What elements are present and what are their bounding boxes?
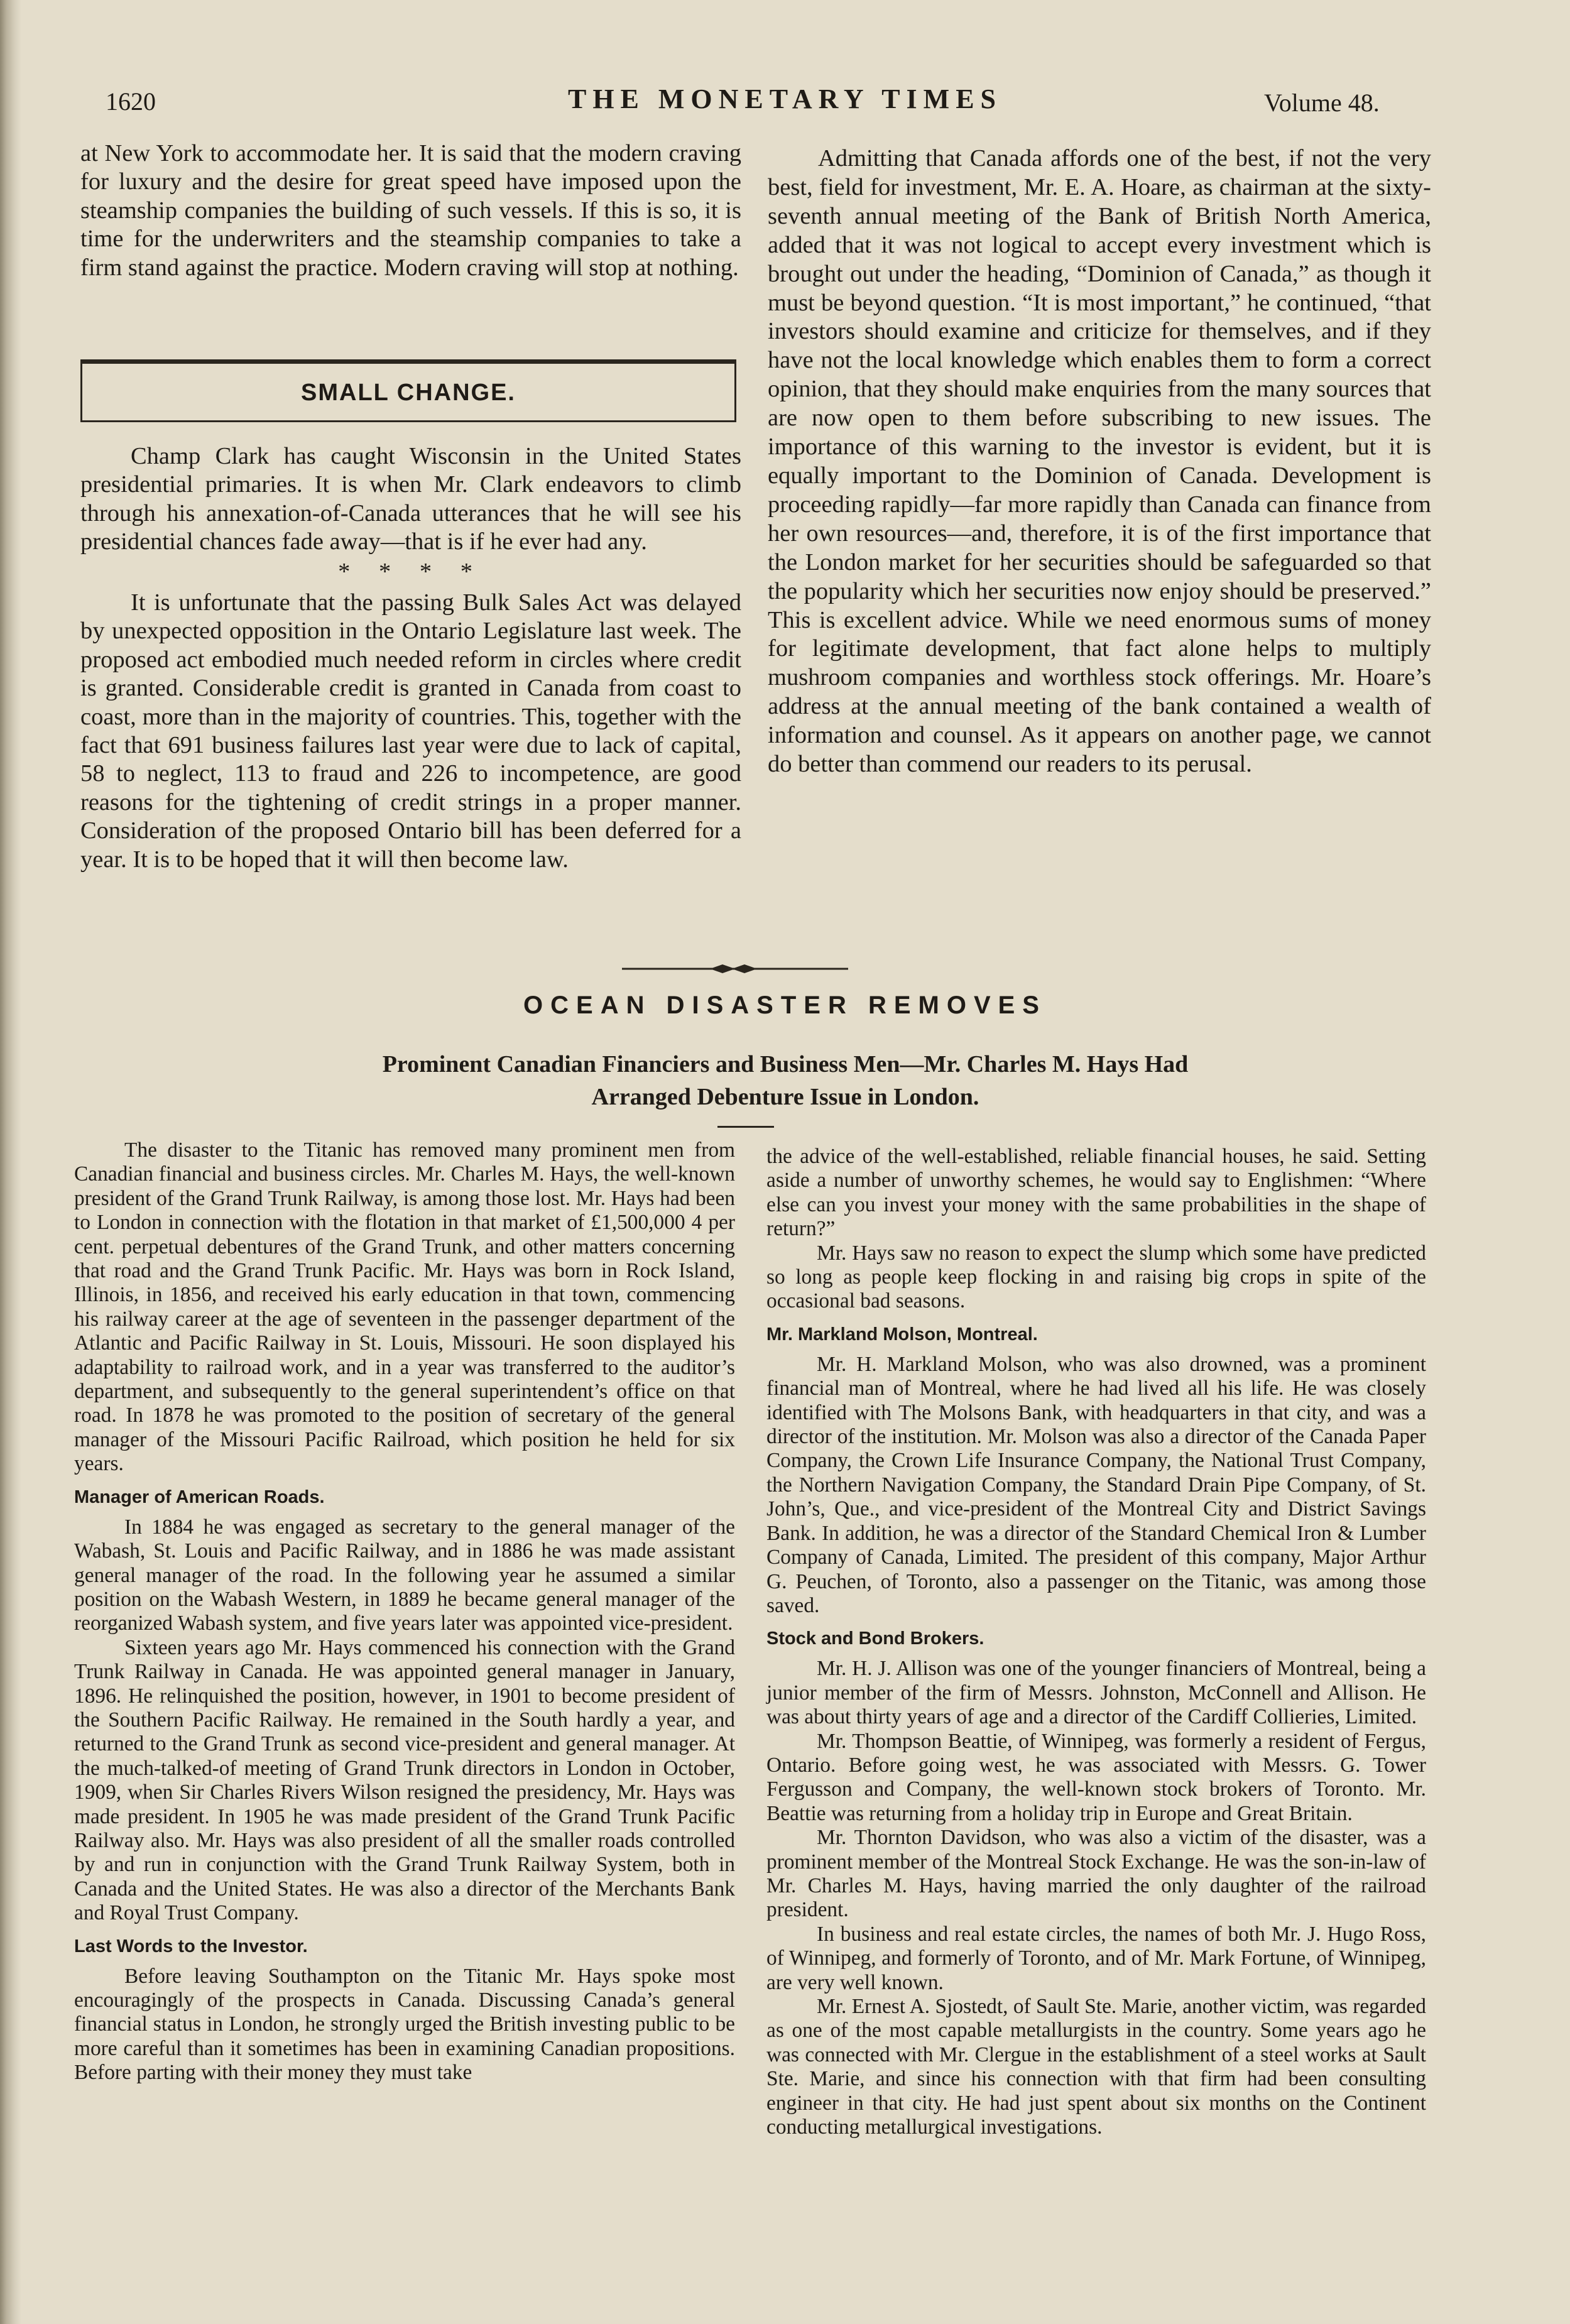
journal-title: THE MONETARY TIMES xyxy=(567,84,1003,114)
deck-line: Arranged Debenture Issue in London. xyxy=(591,1084,979,1110)
subheading: Last Words to the Investor. xyxy=(74,1936,308,1956)
small-change-body xyxy=(80,442,741,874)
article-paragraph: Mr. H. J. Allison was one of the younger financiers of Montreal, being a junior member of the firm of Messrs. Johnston, McConnell and Allison. He was about thirty years of age and a director of the Cardiff Collieries, Limited. xyxy=(766,1657,1426,1729)
ornament-divider xyxy=(622,960,848,978)
subheading: Stock and Bond Brokers. xyxy=(766,1628,984,1649)
article-paragraph: In business and real estate circles, the names of both Mr. J. Hugo Ross, of Winnipeg, and formerly of Toronto, and of Mr. Mark Fortune, of Winnipeg, are very well known. xyxy=(766,1922,1426,1994)
article-paragraph: Mr. H. Markland Molson, who was also drowned, was a prominent financial man of Montreal, where he had lived all his life. He was closely identified with The Molsons Bank, with headquarters in that city, and was a director of the institution. Mr. Molson was also a director of the Canada Paper Company, the Crown Life Insurance Company, the National Trust Company, the Northern Navigation Company, the Standard Drain Pipe Company, of St. John’s, Que., and vice-president of the Montreal City and District Savings Bank. In addition, he was a director of the Standard Chemical Iron & Lumber Company of Canada, Limited. The president of this company, Major Arthur G. Peuchen, of Toronto, also a passenger on the Titanic, was among those saved. xyxy=(766,1352,1426,1617)
article-paragraph: Mr. Thompson Beattie, of Winnipeg, was formerly a resident of Fergus, Ontario. Before going west, he was associated with Messrs. G. Tower Fergusson and Company, the well-known stock brokers of Toronto. Mr. Beattie was returning from a holiday trip in Europe and Great Britain. xyxy=(766,1729,1426,1825)
deck-rule xyxy=(717,1126,774,1128)
star-separator: * * * * xyxy=(338,558,484,585)
article-paragraph: the advice of the well-established, reliable financial houses, he said. Setting aside a number of unworthy schemes, he would say to Englishmen: “Where else can you invest your money with the same probabilities in the shape of return?” xyxy=(766,1145,1426,1241)
running-head xyxy=(0,80,1570,131)
subheading: Manager of American Roads. xyxy=(74,1487,325,1507)
continuation-paragraph: at New York to accommodate her. It is said that the modern craving for luxury and the desire for great speed have imposed upon the steamship companies the building of such vessels. If this is so, it is time for the underwriters and the steamship companies to take a firm stand against the practice. Modern craving will stop at nothing. xyxy=(80,140,741,281)
article-left-column xyxy=(74,1138,735,2085)
editorial-paragraph: Admitting that Canada affords one of the best, if not the very best, field for investment, Mr. E. A. Hoare, as chairman at the sixty-seventh annual meeting of the Bank of British North America, added that it was not logical to accept every investment which is brought out under the heading, “Dominion of Canada,” as though it must be beyond question. “It is most important,” he continued, “that investors should examine and criticize for themselves, and if they have not the local knowledge which enables them to form a correct opinion, that they should make enquiries from the many sources that are now open to them before subscribing to new issues. The importance of this warning to the investor is evident, but it is equally important to the Dominion of Canada. Development is proceeding rapidly—far more rapidly than Canada can finance from her own resources—and, therefore, it is of the first importance that the London market for her securities should be safeguarded so that the popularity which her securities now enjoy should be preserved.” This is excellent advice. While we need enormous sums of money for legitimate development, that fact alone helps to multiply mushroom companies and worthless stock offerings. Mr. Hoare’s address at the annual meeting of the bank contained a wealth of information and counsel. As it appears on another page, we cannot do better than commend our readers to its perusal. xyxy=(768,145,1431,778)
upper-right-column xyxy=(768,145,1431,779)
article-paragraph: The disaster to the Titanic has removed many prominent men from Canadian financial and business circles. Mr. Charles M. Hays, the well-known president of the Grand Trunk Railway, is among those lost. Mr. Hays had been to London in connection with the flotation in that market of £1,500,000 4 per cent. perpetual debentures of the Grand Trunk, and other matters concerning that road and the Grand Trunk Pacific. Mr. Hays was born in Rock Island, Illinois, in 1856, and received his early education in that town, commencing his railway career at the age of seventeen in the passenger department of the Atlantic and Pacific Railway in St. Louis, Missouri. He soon displayed his adaptability to railroad work, and in a year was transferred to the auditor’s department, and subsequently to the general superintendent’s office on that road. In 1878 he was promoted to the position of secretary of the general manager of the Missouri Pacific Railroad, which position he held for six years. xyxy=(74,1138,735,1476)
page-number: 1620 xyxy=(106,87,156,116)
volume-label: Volume 48. xyxy=(1264,89,1380,117)
small-change-paragraph: Champ Clark has caught Wisconsin in the United States presidential primaries. It is when Mr. Clark endeavors to climb through his annexation-of-Canada utterances that he will see his presidential chances fade away—that is if he ever had any. xyxy=(80,443,741,555)
small-change-title-box xyxy=(80,359,736,422)
article-paragraph: Before leaving Southampton on the Titanic Mr. Hays spoke most encouragingly of the prospects in Canada. Discussing Canada’s general financial status in London, he strongly urged the British investing public to be more careful than it sometimes has been in examining Canadian propositions. Before parting with their money they must take xyxy=(74,1964,735,2085)
small-change-paragraph: It is unfortunate that the passing Bulk Sales Act was delayed by unexpected opposition in the Ontario Legislature last week. The proposed act embodied much needed reform in circles where credit is granted. Considerable credit is granted in Canada from coast to coast, more than in the majority of countries. This, together with the fact that 691 business failures last year were due to lack of capital, 58 to neglect, 113 to fraud and 226 to incompetence, are good reasons for the tightening of credit strings in a proper manner. Consideration of the proposed Ontario bill has been deferred for a year. It is to be hoped that it will then become law. xyxy=(80,589,741,873)
article-paragraph: Mr. Ernest A. Sjostedt, of Sault Ste. Marie, another victim, was regarded as one of the most capable metallurgists in the country. Some years ago he was connected with Mr. Clergue in the establishment of a steel works at Sault Ste. Marie, and since his connection with that firm had been consulting engineer in that city. He had just spent about six months on the Continent conducting metallurgical investigations. xyxy=(766,1995,1426,2139)
article-headline: OCEAN DISASTER REMOVES xyxy=(523,991,1047,1019)
article-right-column xyxy=(766,1145,1426,2139)
article-paragraph: In 1884 he was engaged as secretary to the general manager of the Wabash, St. Louis and Pacific Railway, and in 1886 he was made assistant general manager of the road. In the following year he assumed a similar position on the Wabash Western, in 1889 he became general manager of the reorganized Wabash system, and five years later was appointed vice-president. xyxy=(74,1515,735,1635)
article-deck xyxy=(226,1048,1344,1113)
article-paragraph: Mr. Hays saw no reason to expect the slump which some have predicted so long as people keep flocking in and raising big crops in spite of the occasional bad seasons. xyxy=(766,1241,1426,1313)
upper-left-column xyxy=(80,139,741,282)
article-paragraph: Mr. Thornton Davidson, who was also a victim of the disaster, was a prominent member of the Montreal Stock Exchange. He was the son-in-law of Mr. Charles M. Hays, having married the only daughter of the railroad president. xyxy=(766,1826,1426,1922)
binding-edge xyxy=(0,0,21,2324)
subheading: Mr. Markland Molson, Montreal. xyxy=(766,1324,1038,1345)
small-change-title: SMALL CHANGE. xyxy=(301,379,516,406)
article-paragraph: Sixteen years ago Mr. Hays commenced his connection with the Grand Trunk Railway in Canada. He was appointed general manager in January, 1896. He relinquished the position, however, in 1901 to become president of the Southern Pacific Railway. He remained in the South hardly a year, and returned to the Grand Trunk as second vice-president and general manager. At the much-talked-of meeting of Grand Trunk directors in London in October, 1909, when Sir Charles Rivers Wilson resigned the presidency, Mr. Hays was made president. In 1905 he was made president of the Grand Trunk Pacific Railway also. Mr. Hays was also president of all the smaller roads controlled by and run in conjunction with the Grand Trunk Railway System, both in Canada and the United States. He was also a director of the Merchants Bank and Royal Trust Company. xyxy=(74,1635,735,1925)
deck-line: Prominent Canadian Financiers and Business Men—Mr. Charles M. Hays Had xyxy=(382,1051,1189,1077)
